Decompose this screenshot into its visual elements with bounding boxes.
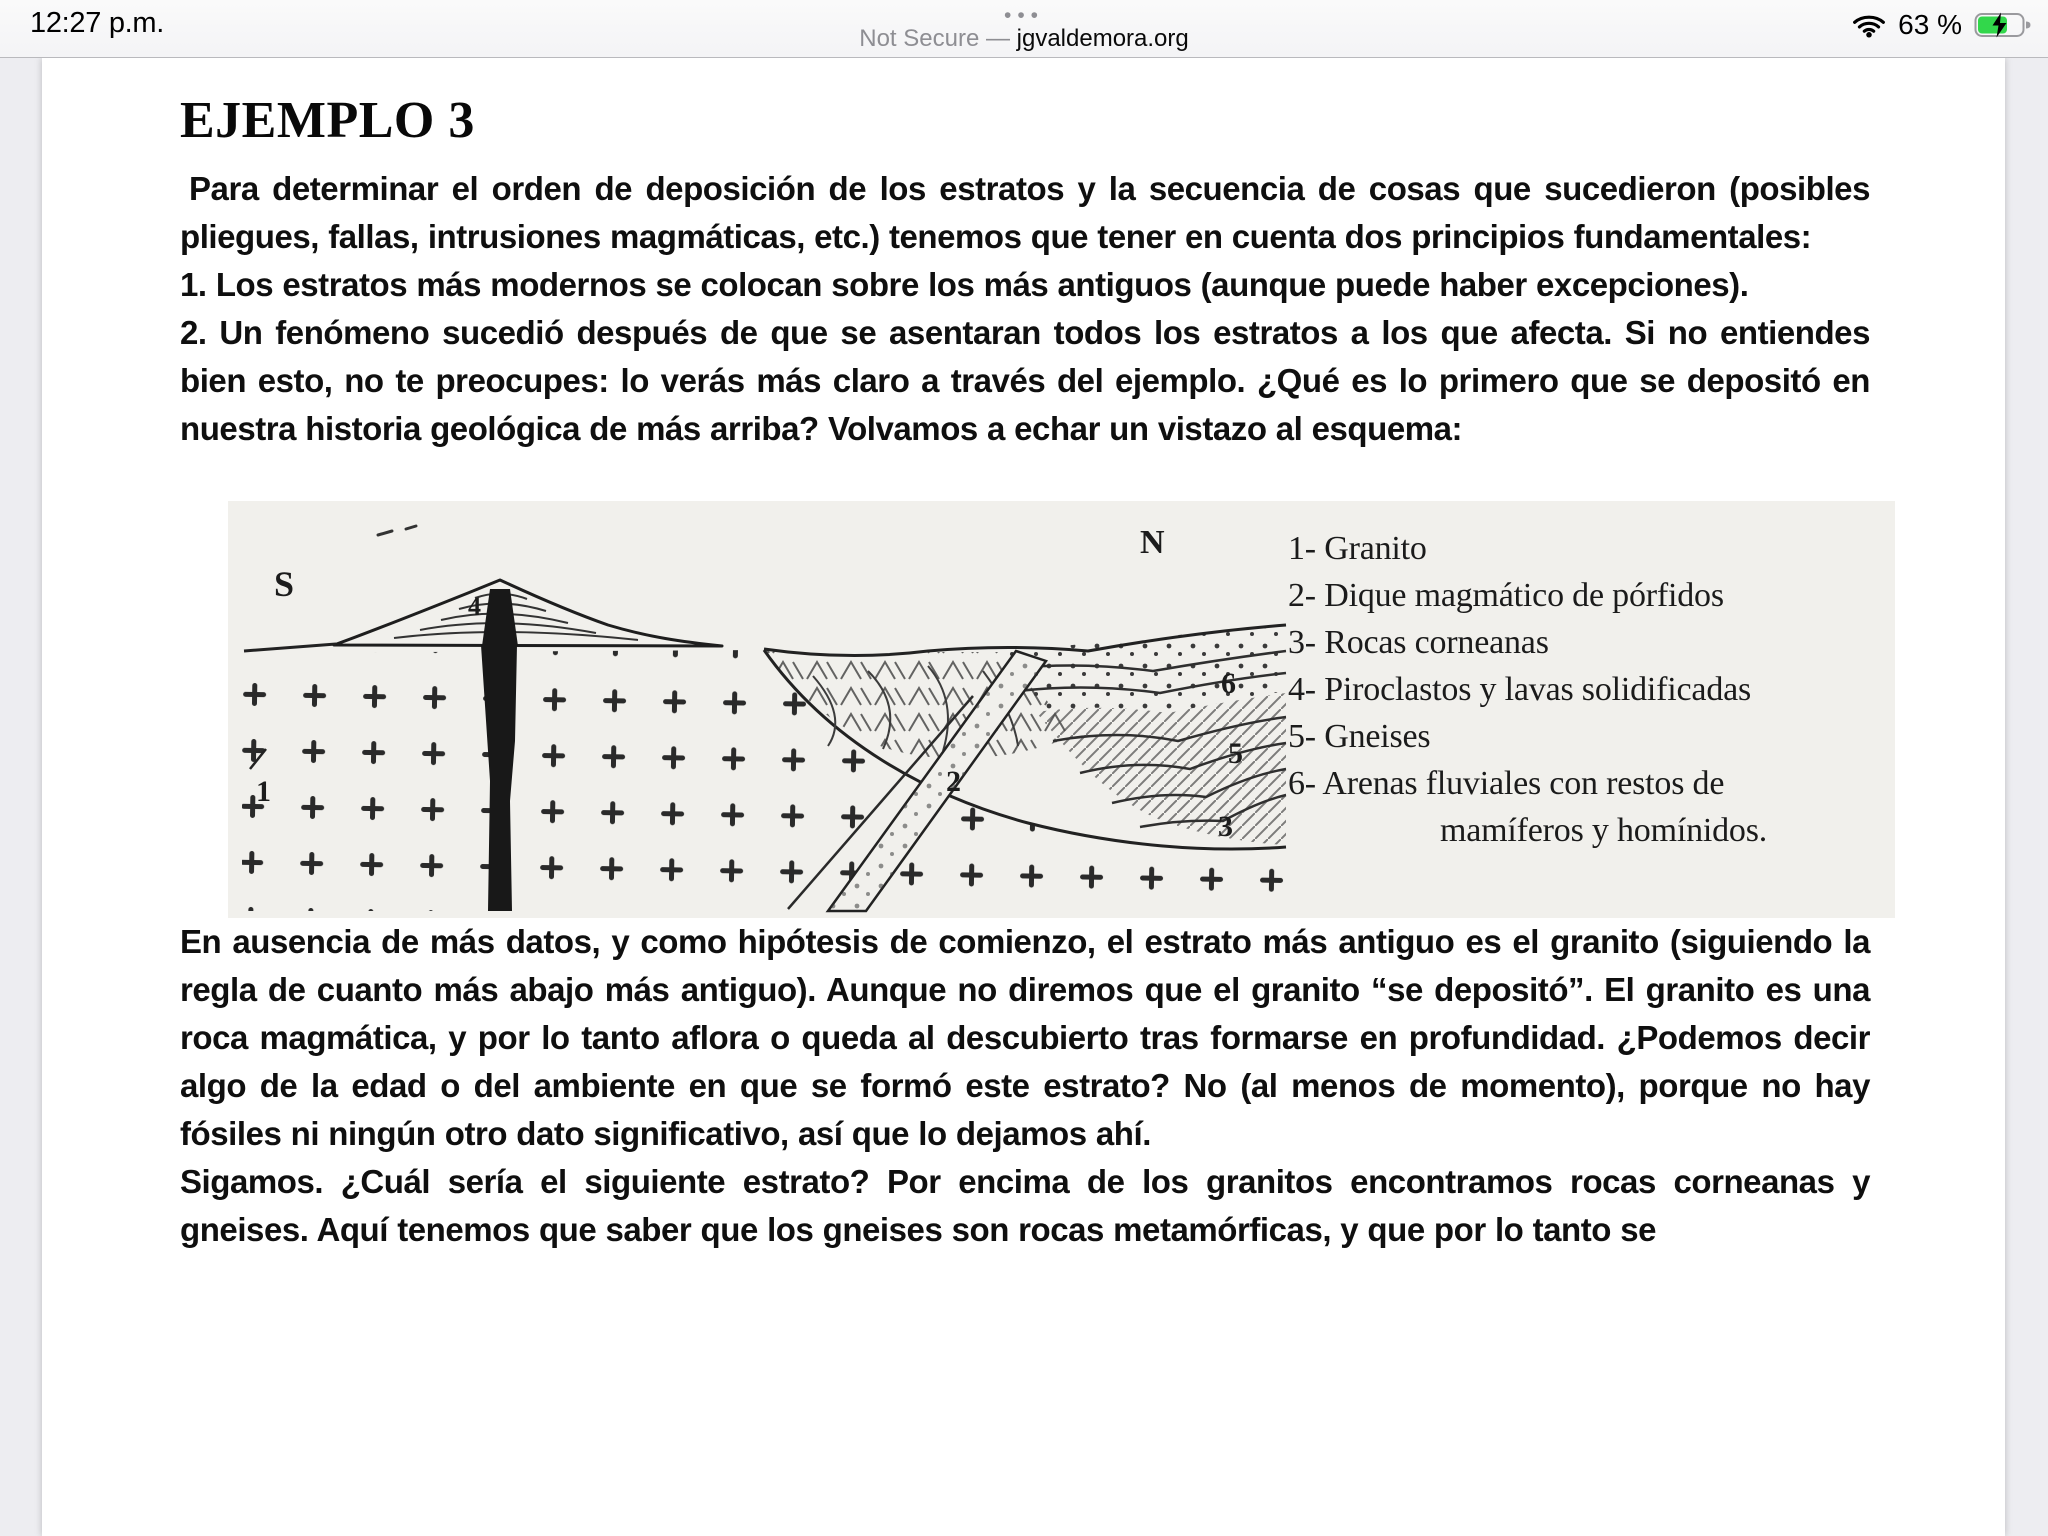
legend-item-arenas-cont: mamíferos y homínidos. [1440, 812, 1768, 850]
web-page [42, 58, 2005, 1536]
legend-item-dique: 2- Dique magmático de pórfidos [1288, 577, 1724, 615]
geological-figure [228, 501, 1895, 918]
diagram-number-1: 1 [256, 775, 271, 809]
url-domain: jgvaldemora.org [1016, 25, 1189, 52]
paragraph-principle-1: 1. Los estratos más modernos se colocan sobre los más antiguos (aunque puede haber excepciones). [180, 266, 1749, 304]
document-body [42, 58, 2005, 1254]
battery-charging-icon [1974, 11, 2032, 39]
not-secure-label: Not Secure — [859, 25, 1017, 52]
diagram-number-5: 5 [1228, 737, 1243, 771]
page-title: EJEMPLO 3 [180, 92, 475, 149]
legend-item-gneises: 5- Gneises [1288, 718, 1431, 756]
address-bar-stack [0, 0, 2048, 52]
legend-item-corneanas: 3- Rocas corneanas [1288, 624, 1549, 662]
safari-top-bar [0, 0, 2048, 58]
status-icons [1852, 9, 2032, 41]
diagram-number-3: 3 [1218, 810, 1233, 844]
legend-item-arenas: 6- Arenas fluviales con restos de [1288, 765, 1725, 803]
clock: 12:27 p.m. [30, 7, 165, 39]
legend-item-piroclastos: 4- Piroclastos y lavas solidificadas [1288, 671, 1752, 709]
compass-north-label: N [1140, 524, 1165, 562]
diagram-number-2: 2 [946, 765, 961, 799]
legend-item-granito: 1- Granito [1288, 530, 1427, 568]
figure-legend [1288, 501, 1767, 918]
compass-south-label: S [274, 564, 295, 605]
paragraph-intro: Para determinar el orden de deposición de los estratos y la secuencia de cosas que sucedieron (posibles pliegues, fallas, intrusiones magmáticas, etc.) tenemos que tener en cuenta dos principios fundamentales: [180, 170, 1870, 256]
battery-percent: 63 % [1898, 9, 1962, 40]
tab-overview-dots[interactable]: ••• [1003, 4, 1045, 27]
geological-cross-section-image [228, 501, 1288, 918]
paragraph-next: Sigamos. ¿Cuál sería el siguiente estrato? Por encima de los granitos encontramos rocas corneanas y gneises. Aquí tenemos que saber que los gneises son rocas metamórficas, y que por lo tanto se [180, 1163, 1870, 1249]
paragraph-principle-2: 2. Un fenómeno sucedió después de que se asentaran todos los estratos a los que afecta. Si no entiendes bien esto, no te preocupes: lo verás más claro a través del ejemplo. ¿Qué es lo primero que se depositó en nuestra historia geológica de más arriba? Volvamos a echar un vistazo al esquema: [180, 314, 1870, 448]
address-bar[interactable] [0, 25, 2048, 52]
diagram-number-4: 4 [468, 592, 481, 622]
paragraph-granite: En ausencia de más datos, y como hipótesis de comienzo, el estrato más antiguo es el granito (siguiendo la regla de cuanto más abajo más antiguo). Aunque no diremos que el granito “se depositó”. El granito es una roca magmática, y por lo tanto aflora o queda al descubierto tras formarse en profundidad. ¿Podemos decir algo de la edad o del ambiente en que se formó este estrato? No (al menos de momento), porque no hay fósiles ni ningún otro dato significativo, así que lo dejamos ahí. [180, 923, 1870, 1153]
diagram-number-6: 6 [1221, 667, 1236, 701]
wifi-icon [1852, 12, 1886, 38]
